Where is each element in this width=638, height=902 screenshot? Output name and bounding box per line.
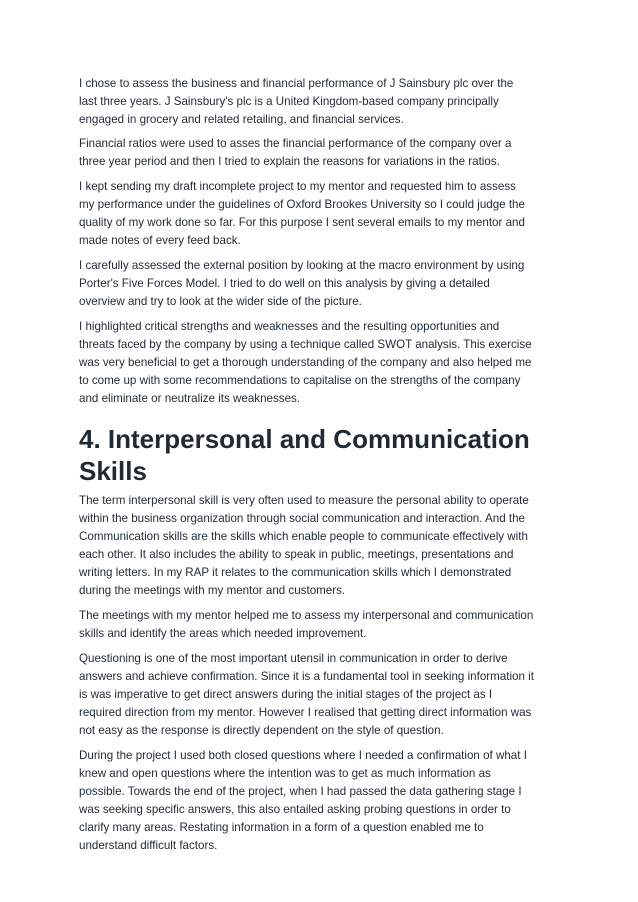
page-content xyxy=(79,75,561,862)
section-heading-interpersonal-communication: 4. Interpersonal and Communication Skills xyxy=(79,424,530,486)
paragraph-swot-analysis: I highlighted critical strengths and weaknesses and the resulting opportunities and threats faced by the company by using a technique called SWOT analysis. This exercise was very beneficial to get a thorough understanding of the company and also helped me to come up with some recommendations to capitalise on the strengths of the company and eliminate or neutralize its weaknesses. xyxy=(79,320,532,405)
paragraph-porters-five-forces: I carefully assessed the external position by looking at the macro environment by using Porter's Five Forces Model. I tried to do well on this analysis by giving a detailed overview and try to look at the wider side of the picture. xyxy=(79,259,525,308)
paragraph-interpersonal-definition: The term interpersonal skill is very often used to measure the personal ability to operate within the business organization through social communication and interaction. And the Communication skills are the skills which enable people to communicate effectively with each other. It also includes the ability to speak in public, meetings, presentations and writing letters. In my RAP it relates to the communication skills which I demonstrated during the meetings with my mentor and customers. xyxy=(79,494,529,597)
paragraph-questioning: Questioning is one of the most important utensil in communication in order to derive answers and achieve confirmation. Since it is a fundamental tool in seeking information it is was imperative to get direct answers during the initial stages of the project as I required direction from my mentor. However I realised that getting direct information was not easy as the response is directly dependent on the style of question. xyxy=(79,652,534,737)
paragraph-sainsbury-intro: I chose to assess the business and financial performance of J Sainsbury plc over the last three years. J Sainsbury's plc is a United Kingdom-based company principally engaged in grocery and related retailing, and financial services. xyxy=(79,77,514,126)
paragraph-mentor-meetings: The meetings with my mentor helped me to assess my interpersonal and communication skills and identify the areas which needed improvement. xyxy=(79,609,534,640)
paragraph-closed-open-questions: During the project I used both closed questions where I needed a confirmation of what I knew and open questions where the intention was to get as much information as possible. Towards the end of the project, when I had passed the data gathering stage I was seeking specific answers, this also entailed asking probing questions in order to clarify many areas. Restating information in a form of a question enabled me to understand difficult factors. xyxy=(79,749,527,852)
paragraph-mentor-drafts: I kept sending my draft incomplete project to my mentor and requested him to assess my performance under the guidelines of Oxford Brookes University so I could judge the quality of my work done so far. For this purpose I sent several emails to my mentor and made notes of every feed back. xyxy=(79,180,525,247)
paragraph-financial-ratios: Financial ratios were used to asses the financial performance of the company over a three year period and then I tried to explain the reasons for variations in the ratios. xyxy=(79,137,512,168)
